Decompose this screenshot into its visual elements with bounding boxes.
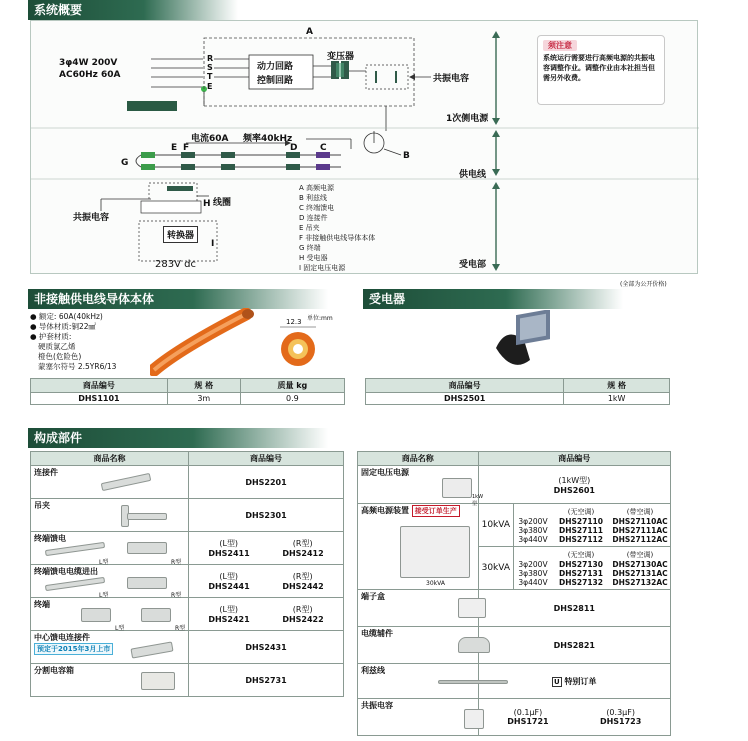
component-code: DHS27111 — [559, 525, 603, 535]
resonance-cap-left-label: 共振电容 — [73, 213, 110, 223]
resonance-cap-top-label: 共振电容 — [433, 74, 470, 84]
component-code: DHS2431 — [189, 631, 344, 664]
component-code: DHS2422 — [282, 615, 324, 624]
fixed-power-pic-label: 1kW型 — [472, 494, 484, 507]
legend — [299, 183, 375, 273]
table-row — [31, 664, 344, 697]
table-cell: 0.9 — [240, 393, 344, 405]
legend-item: F 非接触供电线导体本体 — [299, 234, 376, 242]
component-code: DHS27132AC — [612, 577, 668, 587]
type-l-header: (L型) — [219, 572, 239, 581]
col-header: 商品名称 — [358, 452, 479, 466]
terminal-r-icon — [141, 608, 171, 622]
terminal-l-icon — [81, 608, 111, 622]
spec-line: 橙色(危险色) — [38, 352, 82, 361]
voltage: 3φ200V — [518, 559, 548, 569]
component-name: 端子盒 — [361, 592, 385, 601]
coil-label: 线圈 — [213, 198, 232, 208]
special-order-mark: U — [554, 677, 560, 686]
spec-line: ● 导体材质:铜22㎟ — [30, 322, 96, 331]
system-diagram — [30, 20, 698, 274]
with-ac-header: (带空调) — [626, 507, 654, 516]
litz-wire-icon — [438, 680, 508, 684]
component-name: 中心馈电连接件 — [34, 633, 90, 642]
receiver-part-label: 受电部 — [459, 260, 487, 270]
primary-side-label: 1次侧电源 — [446, 114, 489, 124]
type-r-header: (R型) — [292, 605, 313, 614]
power-spec-2: AC60Hz 60A — [59, 70, 121, 80]
phase-s: S — [207, 63, 213, 72]
label-b: B — [403, 151, 410, 161]
table-row — [358, 627, 671, 664]
end-feed-cable-r-icon — [127, 577, 167, 589]
col-header: 规 格 — [167, 379, 240, 393]
voltage: 3φ440V — [518, 534, 548, 544]
kva-10: 10kVA — [478, 504, 513, 547]
receiver-image — [488, 310, 560, 376]
table-row — [358, 699, 671, 736]
with-ac-header: (带空调) — [626, 550, 654, 559]
legend-item: A 高频电源 — [299, 184, 335, 192]
component-code: DHS2821 — [478, 627, 670, 664]
feeder-line-label: 供电线 — [459, 170, 487, 180]
unit-label: 单位:mm — [307, 315, 333, 322]
order-tag: 接受订单生产 — [412, 505, 460, 517]
label-e: E — [171, 143, 178, 153]
table-cell: 3m — [167, 393, 240, 405]
type-l-label: L型 — [99, 592, 109, 599]
current-label: 电流60A — [191, 134, 229, 144]
label-a: A — [306, 27, 313, 37]
label-g: G — [121, 158, 129, 168]
table-row — [31, 466, 344, 499]
notice-title: 须注意 — [543, 40, 577, 51]
notice-box — [537, 35, 665, 105]
component-code: DHS27130 — [559, 559, 603, 569]
voltage: 3φ380V — [518, 525, 548, 535]
table-row — [31, 631, 344, 664]
col-header: 商品编号 — [189, 452, 344, 466]
component-name: 终端馈电 — [34, 534, 66, 543]
component-code: DHS1723 — [599, 717, 642, 726]
table-row — [31, 598, 344, 631]
spec-line: ● 额定: 60A(40kHz) — [30, 312, 103, 321]
component-code: DHS27132 — [559, 577, 603, 587]
end-feed-r-icon — [127, 542, 167, 554]
component-name: 固定电压电源 — [361, 468, 409, 477]
component-name: 利兹线 — [361, 666, 385, 675]
component-code: DHS2441 — [208, 582, 250, 591]
public-price-note: (全部为公开价格) — [620, 281, 667, 288]
terminal-box-icon — [458, 598, 486, 618]
component-code: DHS2731 — [189, 664, 344, 697]
cap-value: (0.3μF) — [606, 708, 635, 717]
spec-line: 蒙塞尔符号 2.5YR6/13 — [38, 362, 117, 371]
component-code: DHS27131 — [559, 568, 603, 578]
components-right-table — [357, 451, 671, 736]
no-ac-header: (无空调) — [567, 507, 595, 516]
component-code: DHS1721 — [507, 717, 549, 726]
label-h: H — [203, 199, 211, 209]
fixed-power-icon — [442, 478, 472, 498]
component-code: DHS2442 — [282, 582, 324, 591]
legend-item: H 受电器 — [299, 254, 328, 262]
component-code: DHS27112AC — [612, 534, 668, 544]
component-name: 分割电容箱 — [34, 666, 74, 675]
component-code: DHS2411 — [208, 549, 250, 558]
hf-power-pic-label: 30kVA — [426, 580, 445, 587]
col-header: 商品编号 — [31, 379, 168, 393]
spec-line: 硬质氯乙烯 — [38, 342, 76, 351]
component-name: 吊夹 — [34, 501, 50, 510]
col-header: 质量 kg — [240, 379, 344, 393]
type-r-header: (R型) — [292, 539, 313, 548]
legend-item: G 终端 — [299, 244, 321, 252]
component-code: DHS27110AC — [612, 516, 668, 526]
end-feed-l-icon — [45, 542, 105, 556]
type-r-label: R型 — [171, 592, 182, 599]
table-row — [358, 590, 671, 627]
component-name: 共振电容 — [361, 701, 393, 710]
type-r-label: R型 — [171, 559, 182, 566]
table-row — [358, 466, 671, 504]
phase-t: T — [207, 72, 213, 81]
frequency-label: 频率40kHz — [243, 134, 293, 144]
transformer-label: 变压器 — [327, 52, 355, 62]
table-cell: 1kW — [564, 393, 670, 405]
component-code: DHS2421 — [208, 615, 250, 624]
clamp-rail-icon — [127, 513, 167, 520]
receiver-title: 受电器 — [363, 289, 623, 309]
release-tag: 预定于2015年3月上市 — [34, 643, 113, 655]
col-header: 商品编号 — [366, 379, 564, 393]
label-i: I — [211, 239, 215, 249]
kva-30: 30kVA — [478, 547, 513, 590]
component-code: DHS27130AC — [612, 559, 668, 569]
table-row — [31, 499, 344, 532]
component-code: DHS2301 — [189, 499, 344, 532]
col-header: 商品名称 — [31, 452, 189, 466]
table-row — [358, 664, 671, 699]
col-header: 商品编号 — [478, 452, 670, 466]
overview-title: 系统概要 — [28, 0, 238, 20]
component-name: 终端馈电电缆进出 — [34, 567, 98, 576]
table-cell: DHS1101 — [31, 393, 168, 405]
type-l-header: (L型) — [219, 605, 239, 614]
component-code: DHS2412 — [282, 549, 324, 558]
col-header: 规 格 — [564, 379, 670, 393]
converter-box: 转换器 — [163, 226, 198, 243]
phase-e: E — [207, 82, 213, 91]
component-code: DHS27111AC — [612, 525, 668, 535]
legend-item: D 连接件 — [299, 214, 328, 222]
components-title: 构成部件 — [28, 428, 328, 448]
center-feed-icon — [130, 641, 173, 658]
component-code: DHS27112 — [559, 534, 603, 544]
spec-line: ● 护套材质: — [30, 332, 72, 341]
conductor-table — [30, 378, 345, 405]
conductor-specs — [30, 312, 116, 372]
type-r-label: R型 — [175, 625, 186, 632]
connector-icon — [101, 473, 152, 491]
component-code: DHS27131AC — [612, 568, 668, 578]
conductor-title: 非接触供电线导体本体 — [28, 289, 328, 309]
voltage: 3φ440V — [518, 577, 548, 587]
control-circuit-label: 控制回路 — [257, 76, 294, 86]
table-row — [31, 532, 344, 565]
component-name: 连接件 — [34, 468, 58, 477]
component-code: DHS2811 — [478, 590, 670, 627]
power-spec-1: 3φ4W 200V — [59, 58, 118, 68]
component-name: 高频电源装置 — [361, 506, 409, 515]
component-name: 电缆辅件 — [361, 629, 393, 638]
type-l-label: L型 — [115, 625, 125, 632]
end-feed-cable-l-icon — [45, 577, 105, 591]
legend-item: E 吊夹 — [299, 224, 320, 232]
dc-output-label: 283V dc — [155, 259, 196, 270]
no-ac-header: (无空调) — [567, 550, 595, 559]
legend-item: B 利兹线 — [299, 194, 328, 202]
power-circuit-label: 动力回路 — [257, 62, 294, 72]
type-l-label: L型 — [99, 559, 109, 566]
table-cell: DHS2501 — [366, 393, 564, 405]
type-r-header: (R型) — [292, 572, 313, 581]
table-row — [31, 565, 344, 598]
cable-fitting-icon — [458, 637, 490, 653]
type-l-header: (L型) — [219, 539, 239, 548]
cap-value: (0.1μF) — [513, 708, 543, 717]
capacitor-box-icon — [141, 672, 175, 690]
component-name: 终端 — [34, 600, 50, 609]
conductor-image — [150, 308, 260, 376]
cross-section-icon — [276, 325, 320, 369]
component-code: DHS2201 — [189, 466, 344, 499]
label-c: C — [320, 143, 327, 153]
dimension-label: 12.3 — [286, 318, 302, 326]
voltage: 3φ200V — [518, 516, 548, 526]
table-row — [358, 504, 671, 547]
component-code: 特别订单 — [564, 676, 597, 686]
component-code: DHS27110 — [559, 516, 603, 526]
receiver-table — [365, 378, 670, 405]
label-f: F — [183, 143, 190, 153]
phase-r: R — [207, 54, 214, 63]
notice-text: 系统运行需要进行高频电源的共振电容调整作业。调整作业由本社担当但需另外收费。 — [543, 54, 655, 82]
resonance-capacitor-icon — [464, 709, 484, 729]
fixed-power-type: (1kW型) — [558, 475, 591, 485]
label-d: D — [290, 143, 298, 153]
legend-item: I 固定电压电源 — [299, 264, 346, 272]
component-code: DHS2601 — [553, 485, 595, 495]
hf-power-cabinet-icon — [400, 526, 470, 578]
legend-item: C 终端馈电 — [299, 204, 335, 212]
components-left-table — [30, 451, 344, 697]
voltage: 3φ380V — [518, 568, 548, 578]
